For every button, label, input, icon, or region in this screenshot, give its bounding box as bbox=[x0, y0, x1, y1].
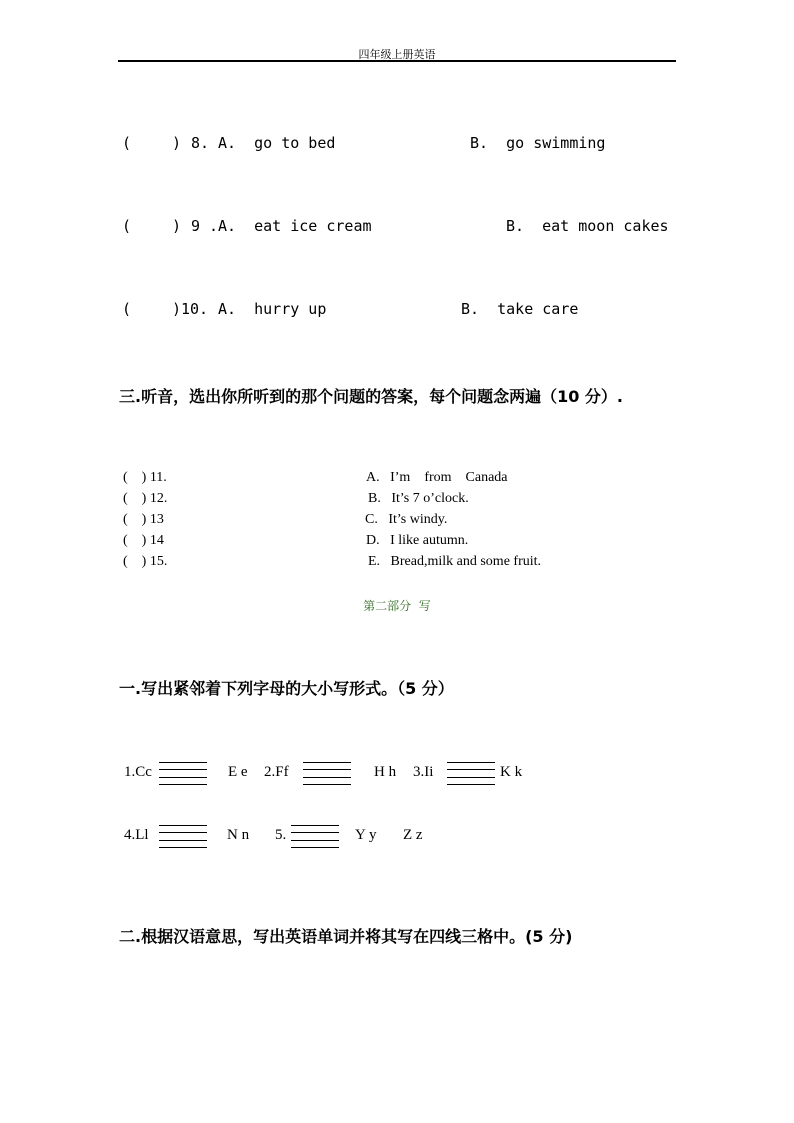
letter-pair: Z z bbox=[403, 827, 423, 843]
letter-prompt: 5. bbox=[275, 827, 287, 843]
question-number: 10. bbox=[181, 300, 209, 318]
question-item: ( ) 14 bbox=[123, 533, 164, 548]
option-b: B. go swimming bbox=[470, 134, 606, 152]
header-divider bbox=[118, 60, 676, 62]
letter-pair: N n bbox=[227, 827, 250, 843]
option-b: B. take care bbox=[461, 300, 579, 318]
question-item: ( ) 11. bbox=[123, 470, 167, 485]
question-number: 8. bbox=[191, 134, 210, 152]
writing-1-heading: 一.写出紧邻着下列字母的大小写形式。（5 分） bbox=[119, 679, 454, 698]
letter-pair: H h bbox=[374, 764, 397, 780]
question-item: ( ) 15. bbox=[123, 554, 168, 569]
question-number: 9 . bbox=[191, 217, 219, 235]
part-2-title: 第二部分 写 bbox=[363, 599, 431, 613]
option-a: A. go to bed bbox=[218, 134, 336, 152]
four-line-grid[interactable] bbox=[159, 762, 207, 785]
letter-prompt: 2.Ff bbox=[264, 764, 289, 780]
answer-option: C. It’s windy. bbox=[365, 512, 448, 527]
answer-option: E. Bread,milk and some fruit. bbox=[368, 554, 542, 569]
four-line-grid[interactable] bbox=[303, 762, 351, 785]
question-item: ( ) 12. bbox=[123, 491, 168, 506]
letter-pair: E e bbox=[228, 764, 248, 780]
answer-option: B. It’s 7 o’clock. bbox=[368, 491, 469, 506]
option-a: A. eat ice cream bbox=[218, 217, 372, 235]
letter-prompt: 4.Ll bbox=[124, 827, 149, 843]
answer-option: A. I’m from Canada bbox=[366, 470, 508, 485]
page-header-title: 四年级上册英语 bbox=[358, 48, 436, 61]
four-line-grid[interactable] bbox=[159, 825, 207, 848]
option-b: B. eat moon cakes bbox=[506, 217, 669, 235]
answer-bracket-open: ( bbox=[122, 134, 132, 152]
question-item: ( ) 13 bbox=[123, 512, 164, 527]
writing-2-heading: 二.根据汉语意思，写出英语单词并将其写在四线三格中。(5 分) bbox=[119, 927, 573, 946]
answer-bracket-open: ( bbox=[122, 300, 132, 318]
answer-bracket-open: ( bbox=[122, 217, 132, 235]
answer-bracket-close: ) bbox=[172, 217, 182, 235]
answer-bracket-close: ) bbox=[172, 300, 182, 318]
letter-prompt: 1.Cc bbox=[124, 764, 152, 780]
letter-prompt: 3.Ii bbox=[413, 764, 434, 780]
answer-bracket-close: ) bbox=[172, 134, 182, 152]
answer-option: D. I like autumn. bbox=[366, 533, 469, 548]
option-a: A. hurry up bbox=[218, 300, 327, 318]
letter-pair: Y y bbox=[355, 827, 377, 843]
section-3-heading: 三.听音，选出你所听到的那个问题的答案，每个问题念两遍（10 分）. bbox=[119, 387, 623, 406]
four-line-grid[interactable] bbox=[447, 762, 495, 785]
letter-pair: K k bbox=[500, 764, 523, 780]
four-line-grid[interactable] bbox=[291, 825, 339, 848]
